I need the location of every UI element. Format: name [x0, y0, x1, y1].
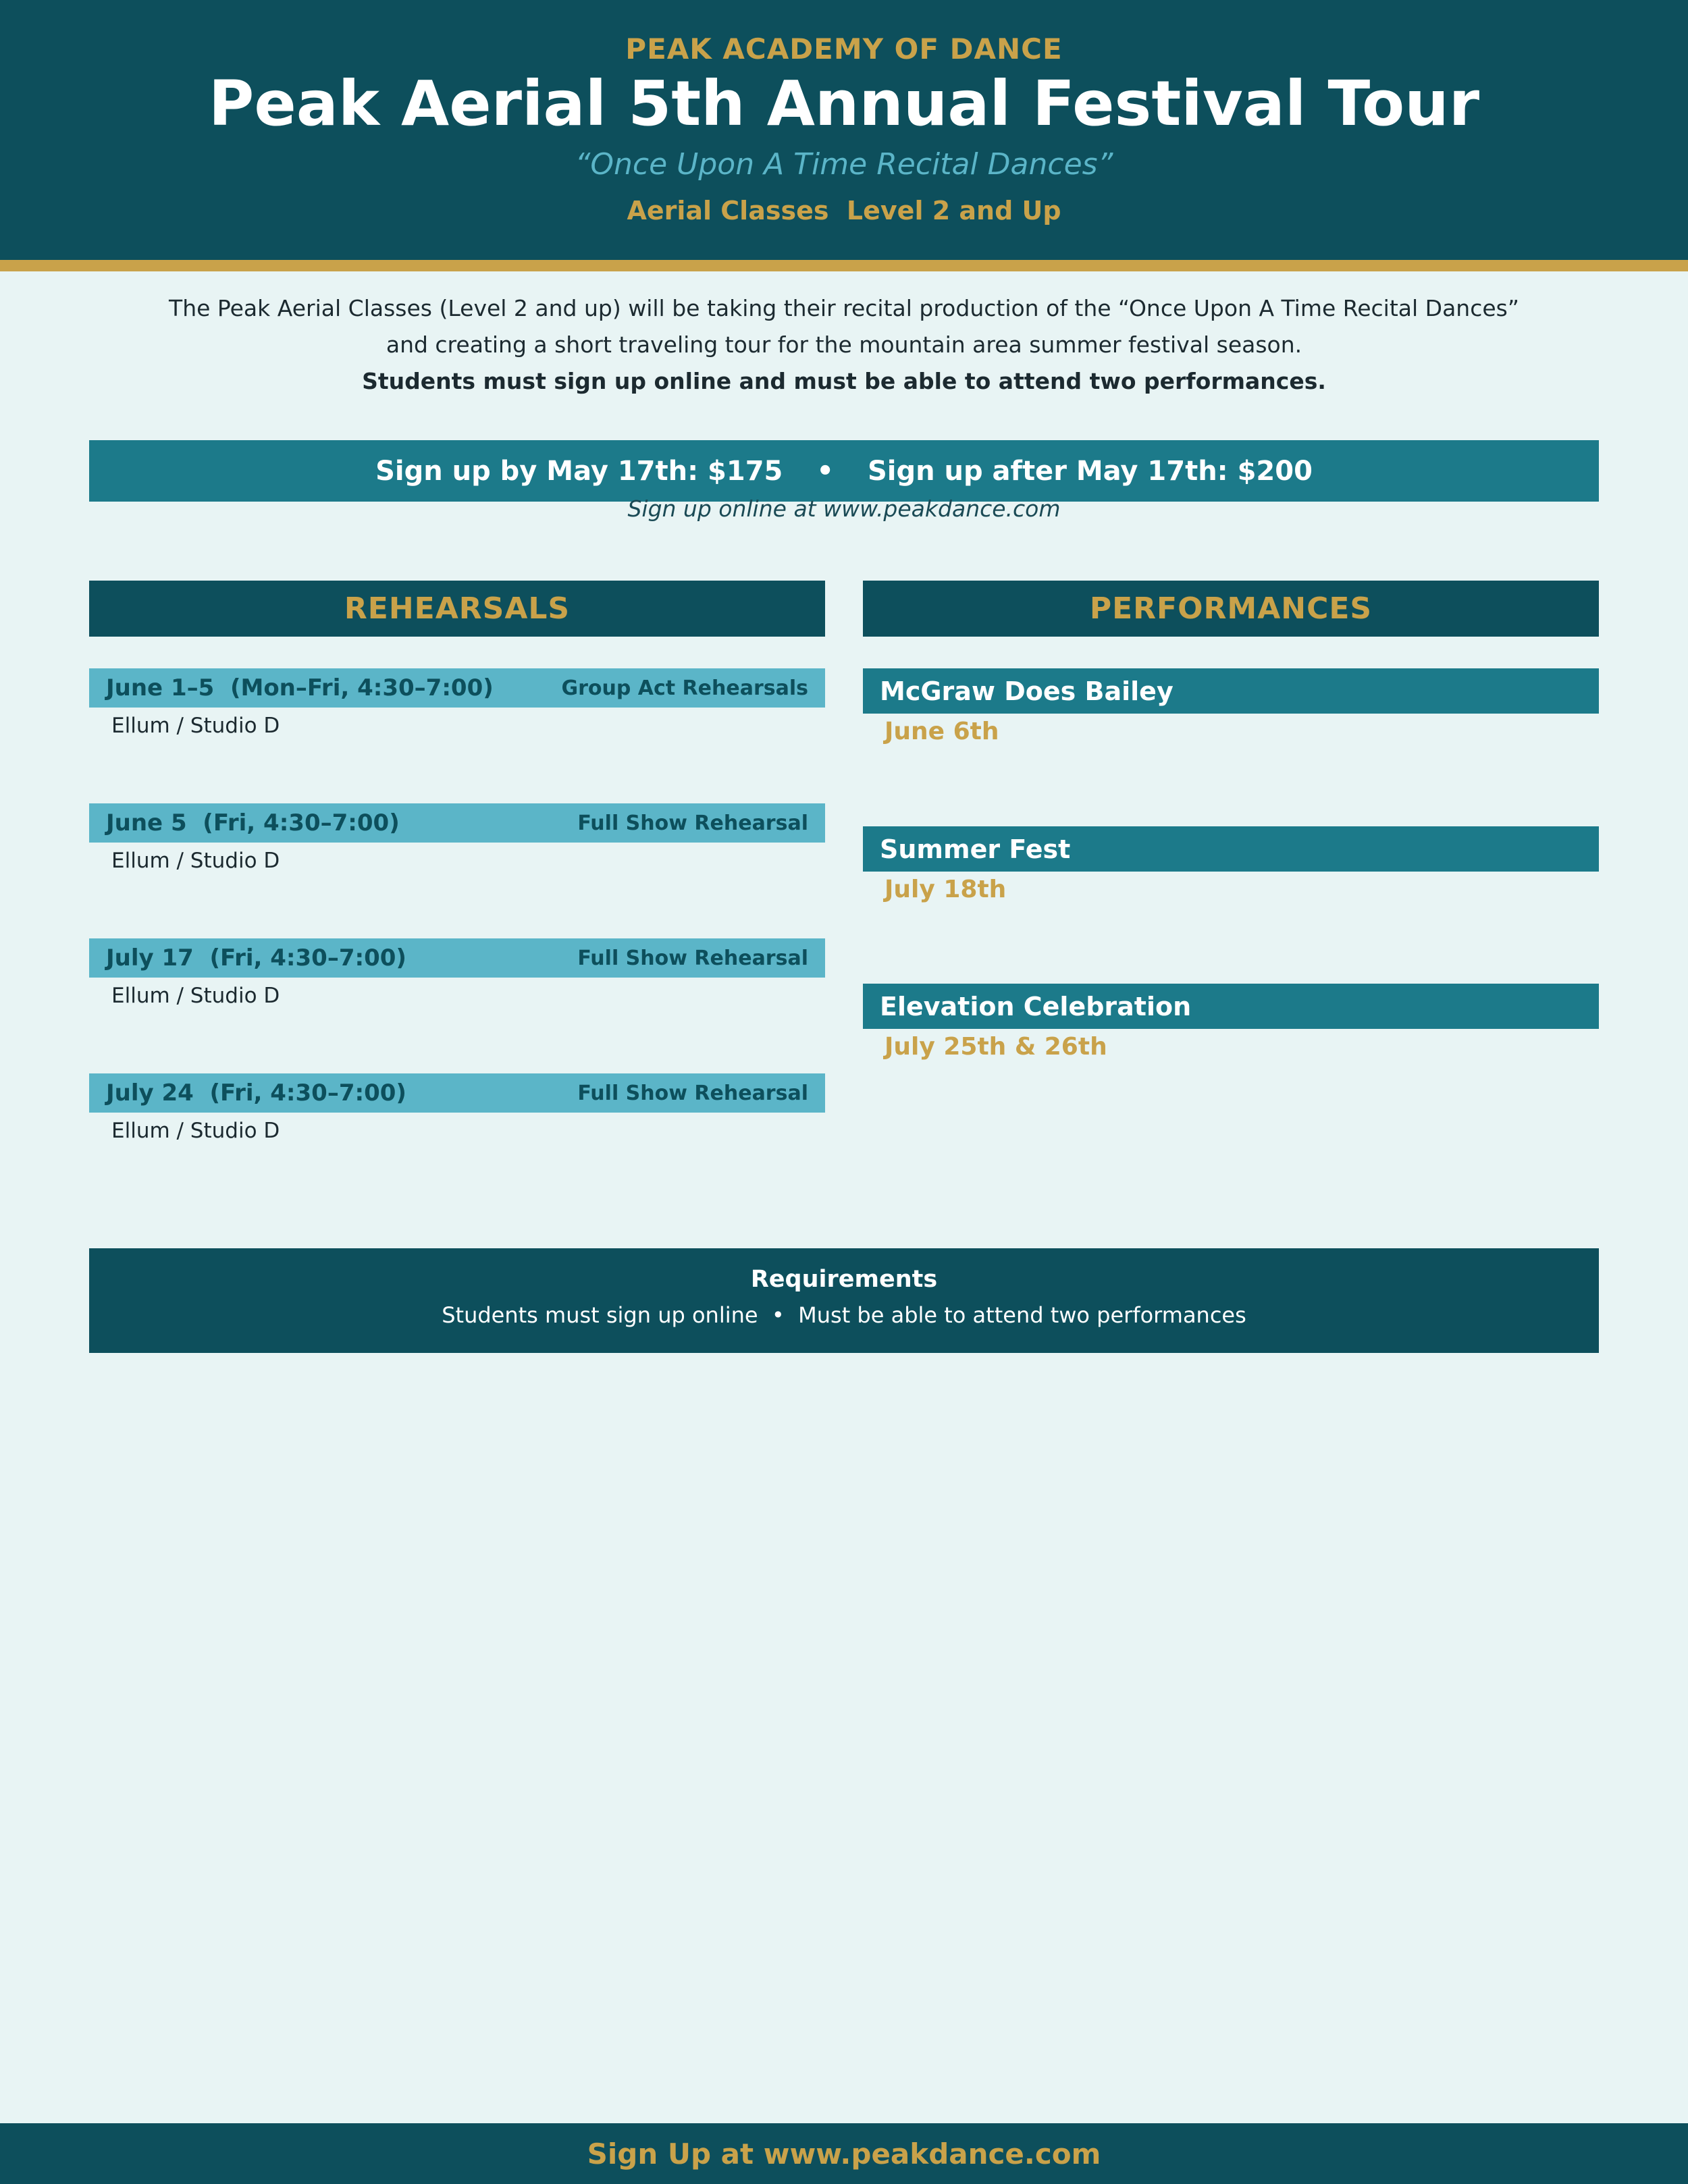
rehearsal-item [89, 668, 825, 738]
rehearsal-location: Ellum / Studio D [111, 984, 280, 1008]
price-separator: • [816, 455, 834, 487]
requirements-title: Requirements [750, 1266, 938, 1293]
rehearsals-heading: REHEARSALS [89, 581, 825, 637]
rehearsal-type: Full Show Rehearsal [577, 946, 808, 970]
requirements-box [89, 1248, 1599, 1353]
rehearsal-type: Full Show Rehearsal [577, 1081, 808, 1105]
performances-heading: PERFORMANCES [863, 581, 1599, 637]
rehearsal-bar [89, 1073, 825, 1113]
intro-line-3: Students must sign up online and must be able to attend two performances. [362, 368, 1326, 394]
intro-line-2: and creating a short traveling tour for the mountain area summer festival season. [386, 331, 1302, 358]
performance-name: Elevation Celebration [863, 984, 1599, 1029]
class-level: Aerial Classes Level 2 and Up [627, 196, 1061, 225]
performance-date: June 6th [885, 718, 999, 745]
early-price: Sign up by May 17th: $175 [375, 455, 783, 487]
performance-item [863, 668, 1599, 745]
footer-signup-text: Sign Up at www.peakdance.com [587, 2137, 1101, 2170]
rehearsal-item [89, 1073, 825, 1143]
rehearsal-type: Full Show Rehearsal [577, 811, 808, 835]
late-price: Sign up after May 17th: $200 [867, 455, 1313, 487]
rehearsal-date: July 24 (Fri, 4:30–7:00) [106, 1080, 406, 1107]
rehearsal-date: June 1–5 (Mon–Fri, 4:30–7:00) [106, 674, 494, 701]
performance-name: McGraw Does Bailey [863, 668, 1599, 714]
performance-date: July 25th & 26th [885, 1033, 1107, 1061]
header-divider [0, 260, 1688, 271]
rehearsal-bar [89, 938, 825, 978]
performance-item [863, 984, 1599, 1061]
rehearsal-date: July 17 (Fri, 4:30–7:00) [106, 944, 406, 971]
header-banner [0, 0, 1688, 260]
rehearsal-item [89, 803, 825, 873]
performance-item [863, 826, 1599, 903]
rehearsal-location: Ellum / Studio D [111, 1119, 280, 1143]
subtitle: “Once Upon A Time Recital Dances” [575, 147, 1113, 182]
footer-banner [0, 2123, 1688, 2184]
pricing-bar [89, 440, 1599, 502]
intro-line-1: The Peak Aerial Classes (Level 2 and up) will be taking their recital production of the “Once Upon A Time Recital Dances” [169, 295, 1519, 321]
org-name: PEAK ACADEMY OF DANCE [625, 32, 1063, 65]
performance-name: Summer Fest [863, 826, 1599, 872]
page-title: Peak Aerial 5th Annual Festival Tour [208, 68, 1480, 140]
rehearsal-date: June 5 (Fri, 4:30–7:00) [106, 809, 400, 836]
rehearsal-type: Group Act Rehearsals [561, 676, 808, 700]
rehearsal-bar [89, 668, 825, 708]
intro-text [0, 290, 1688, 400]
signup-online-note: Sign up online at www.peakdance.com [627, 496, 1061, 522]
rehearsal-bar [89, 803, 825, 843]
rehearsal-item [89, 938, 825, 1008]
requirements-text: Students must sign up online • Must be able to attend two performances [442, 1302, 1246, 1328]
rehearsal-location: Ellum / Studio D [111, 849, 280, 873]
rehearsal-location: Ellum / Studio D [111, 714, 280, 738]
performance-date: July 18th [885, 876, 1007, 903]
